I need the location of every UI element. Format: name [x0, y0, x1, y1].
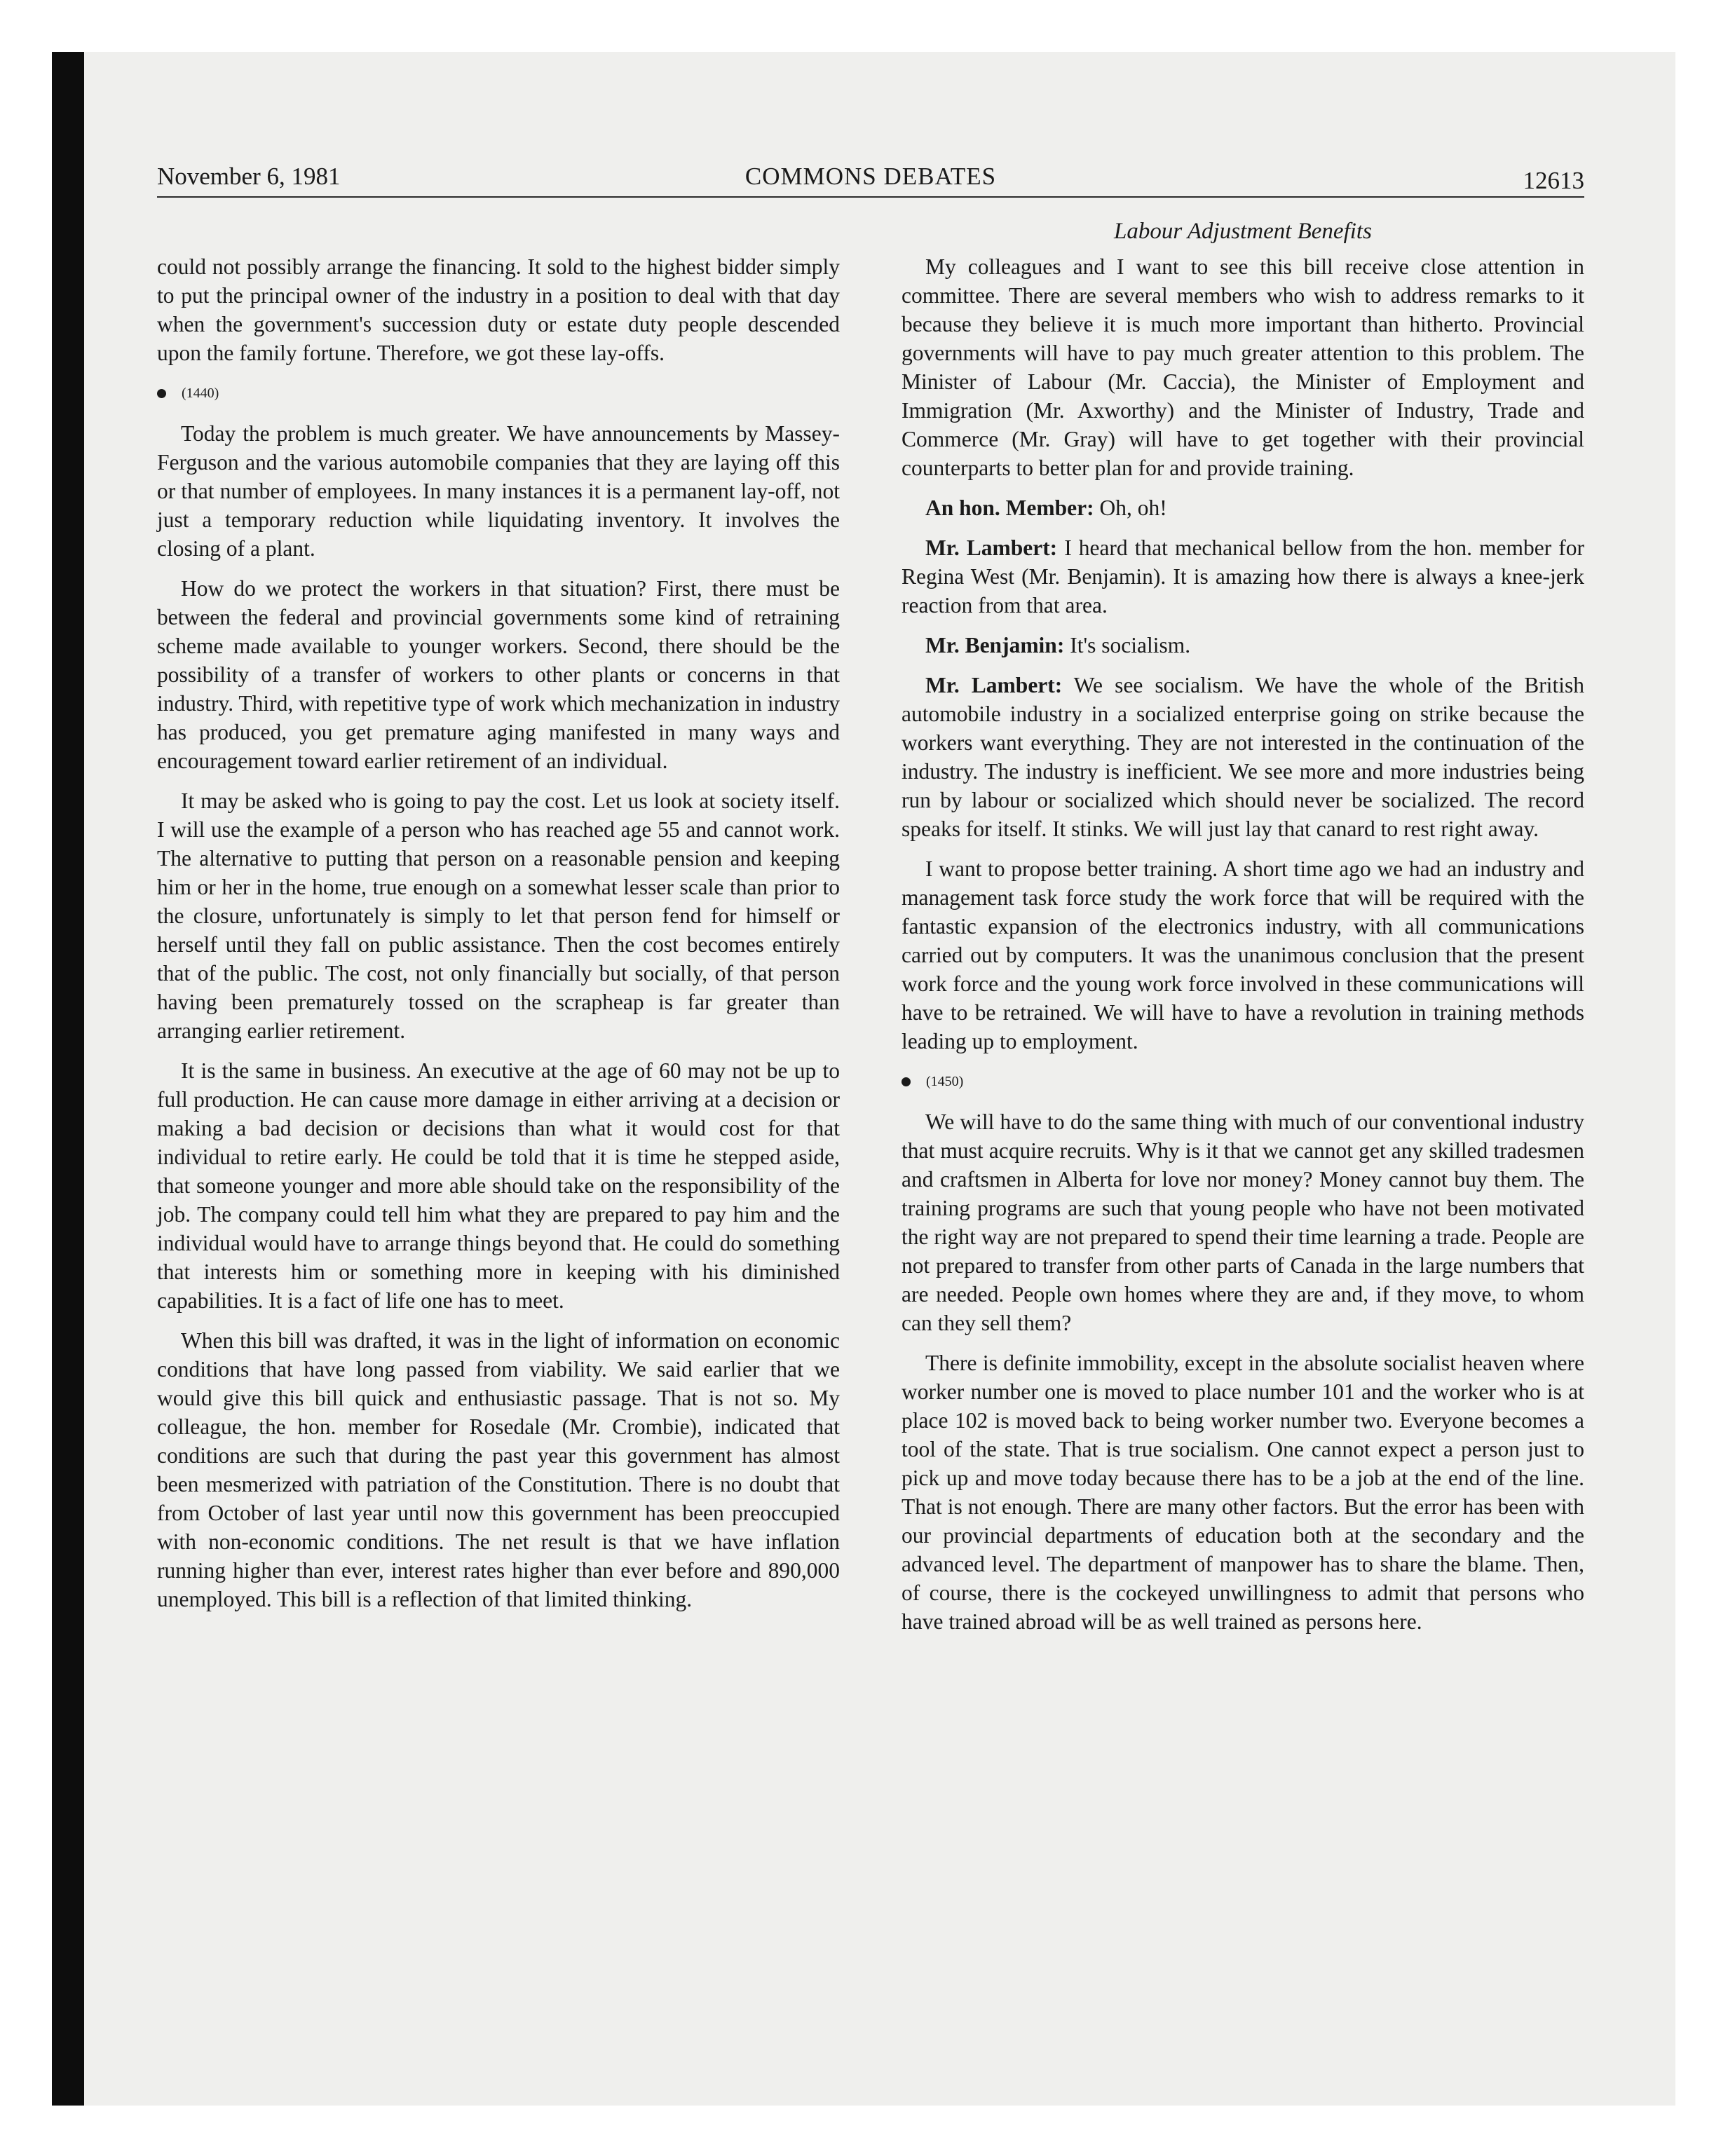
bullet-icon [901, 1077, 911, 1086]
paragraph: How do we protect the workers in that situation? First, there must be between the federal and provincial governments some kind of retraining scheme made available to younger workers. Second, there should be the possibility of a transfer of workers to other plants or concerns in that industry. Third, with repetitive type of work which mechanization in industry has produced, you get premature aging manifested in many ways and encouragement toward earlier retirement of an individual. [157, 576, 840, 773]
speaker-name: Mr. Lambert: [925, 673, 1063, 697]
right-column [901, 252, 1584, 1647]
speech-paragraph [901, 533, 1584, 620]
paragraph: It is the same in business. An executive at the age of 60 may not be up to full production. He can cause more damage in either arriving at a decision or making a bad decision or decisions than what it would cost for that individual to retire early. He could be told that it is time he stepped aside, that someone younger and more able should take on the responsibility of the job. The company could tell him what they are prepared to pay him and the individual would have to arrange things beyond that. He could do something that interests him or something more in keeping with his diminished capabilities. It is a fact of life one has to meet. [157, 1058, 840, 1313]
speech-text: I heard that mechanical bellow from the hon. member for Regina West (Mr. Benjamin). It is amazing how there is always a knee-jerk reaction from that area. [901, 535, 1584, 618]
speech-paragraph [901, 631, 1584, 660]
header-date: November 6, 1981 [157, 163, 341, 190]
speech-text: We see socialism. We have the whole of the British automobile industry in a socialized enterprise going on strike because the workers want everything. They are not interested in the continuation of the industry. The industry is inefficient. We see more and more industries being run by labour or socialized which should never be socialized. The record speaks for itself. It stinks. We will just lay that canard to rest right away. [901, 673, 1584, 841]
timestamp-text: (1440) [182, 386, 219, 401]
left-column [157, 252, 840, 1625]
paragraph: I want to propose better training. A short time ago we had an industry and management task force study the work force that will be required with the fantastic expansion of the electronics industry, with all communications carried out by computers. It was the unanimous conclusion that the present work force and the young work force involved in these communications will have to be retrained. We will have to have a revolution in training methods leading up to employment. [901, 857, 1584, 1053]
paragraph: My colleagues and I want to see this bill receive close attention in committee. There are several members who wish to address remarks to it because they believe it is much more important than hitherto. Provincial governments will have to pay much greater attention to this problem. The Minister of Labour (Mr. Caccia), the Minister of Employment and Immigration (Mr. Axworthy) and the Minister of Industry, Trade and Commerce (Mr. Gray) will have to get together with their provincial counterparts to better plan for and provide training. [901, 254, 1584, 480]
paragraph: When this bill was drafted, it was in the light of information on economic conditions that have long passed from viability. We said earlier that we would give this bill quick and enthusiastic passage. That is not so. My colleague, the hon. member for Rosedale (Mr. Crombie), indicated that conditions are such that during the past year this government has almost been mesmerized with patriation of the Constitution. There is no doubt that from October of last year until now this government has been preoccupied with non-economic conditions. The net result is that we have inflation running higher than ever, interest rates higher than ever before and 890,000 unemployed. This bill is a reflection of that limited thinking. [157, 1328, 840, 1611]
page-header [157, 160, 1584, 198]
header-journal-title: COMMONS DEBATES [744, 163, 997, 190]
paragraph: We will have to do the same thing with much of our conventional industry that must acquire recruits. Why is it that we cannot get any skilled tradesmen and craftsmen in Alberta for love nor money? Money cannot buy them. The training programs are such that young people who have not been motivated the right way are not prepared to spend their time learning a trade. People are not prepared to transfer from other parts of Canada in the large numbers that are needed. People own homes where they are and, if they move, to whom can they sell them? [901, 1110, 1584, 1335]
speech-paragraph [901, 671, 1584, 843]
paragraph: could not possibly arrange the financing. It sold to the highest bidder simply to put the principal owner of the industry in a position to deal with that day when the government's succession duty or estate duty people descended upon the family fortune. Therefore, we got these lay-offs. [157, 254, 840, 365]
header-page-number: 12613 [1523, 167, 1584, 194]
speaker-name: Mr. Lambert: [925, 535, 1058, 560]
paragraph: Today the problem is much greater. We have announcements by Massey-Ferguson and the various automobile companies that they are laying off this or that number of employees. In many instances it is a permanent lay-off, not just a temporary reduction while liquidating inventory. It involves the closing of a plant. [157, 421, 840, 561]
paragraph: It may be asked who is going to pay the cost. Let us look at society itself. I will use the example of a person who has reached age 55 and cannot work. The alternative to putting that person on a reasonable pension and keeping him or her in the home, true enough on a somewhat lesser scale than prior to the closure, unfortunately is simply to let that person fend for himself or herself until they fall on public assistance. Then the cost becomes entirely that of the public. The cost, not only financially but socially, of that person having been prematurely tossed on the scrapheap is far greater than arranging earlier retirement. [157, 789, 840, 1043]
speech-paragraph [901, 493, 1584, 522]
speaker-name: Mr. Benjamin: [925, 633, 1065, 657]
speaker-name: An hon. Member: [925, 496, 1094, 520]
speech-text: Oh, oh! [1094, 496, 1167, 520]
timestamp-text: (1450) [926, 1074, 964, 1089]
document-page [157, 160, 1584, 1634]
bullet-icon [157, 389, 166, 398]
timestamp-marker [901, 1071, 1584, 1092]
scan-binding-edge [52, 52, 84, 2106]
running-title: Labour Adjustment Benefits [1114, 219, 1372, 244]
paragraph: There is definite immobility, except in the absolute socialist heaven where worker number one is moved to place number 101 and the worker who is at place 102 is moved back to being worker number two. Everyone becomes a tool of the state. That is true socialism. One cannot expect a person just to pick up and move today because there has to be a job at the end of the line. That is not enough. There are many other factors. But the error has been with our provincial departments of education both at the secondary and the advanced level. The department of manpower has to share the blame. Then, of course, there is the cockeyed unwillingness to admit that persons who have trained abroad will be as well trained as persons here. [901, 1351, 1584, 1634]
timestamp-marker [157, 383, 840, 404]
speech-text: It's socialism. [1064, 633, 1191, 657]
